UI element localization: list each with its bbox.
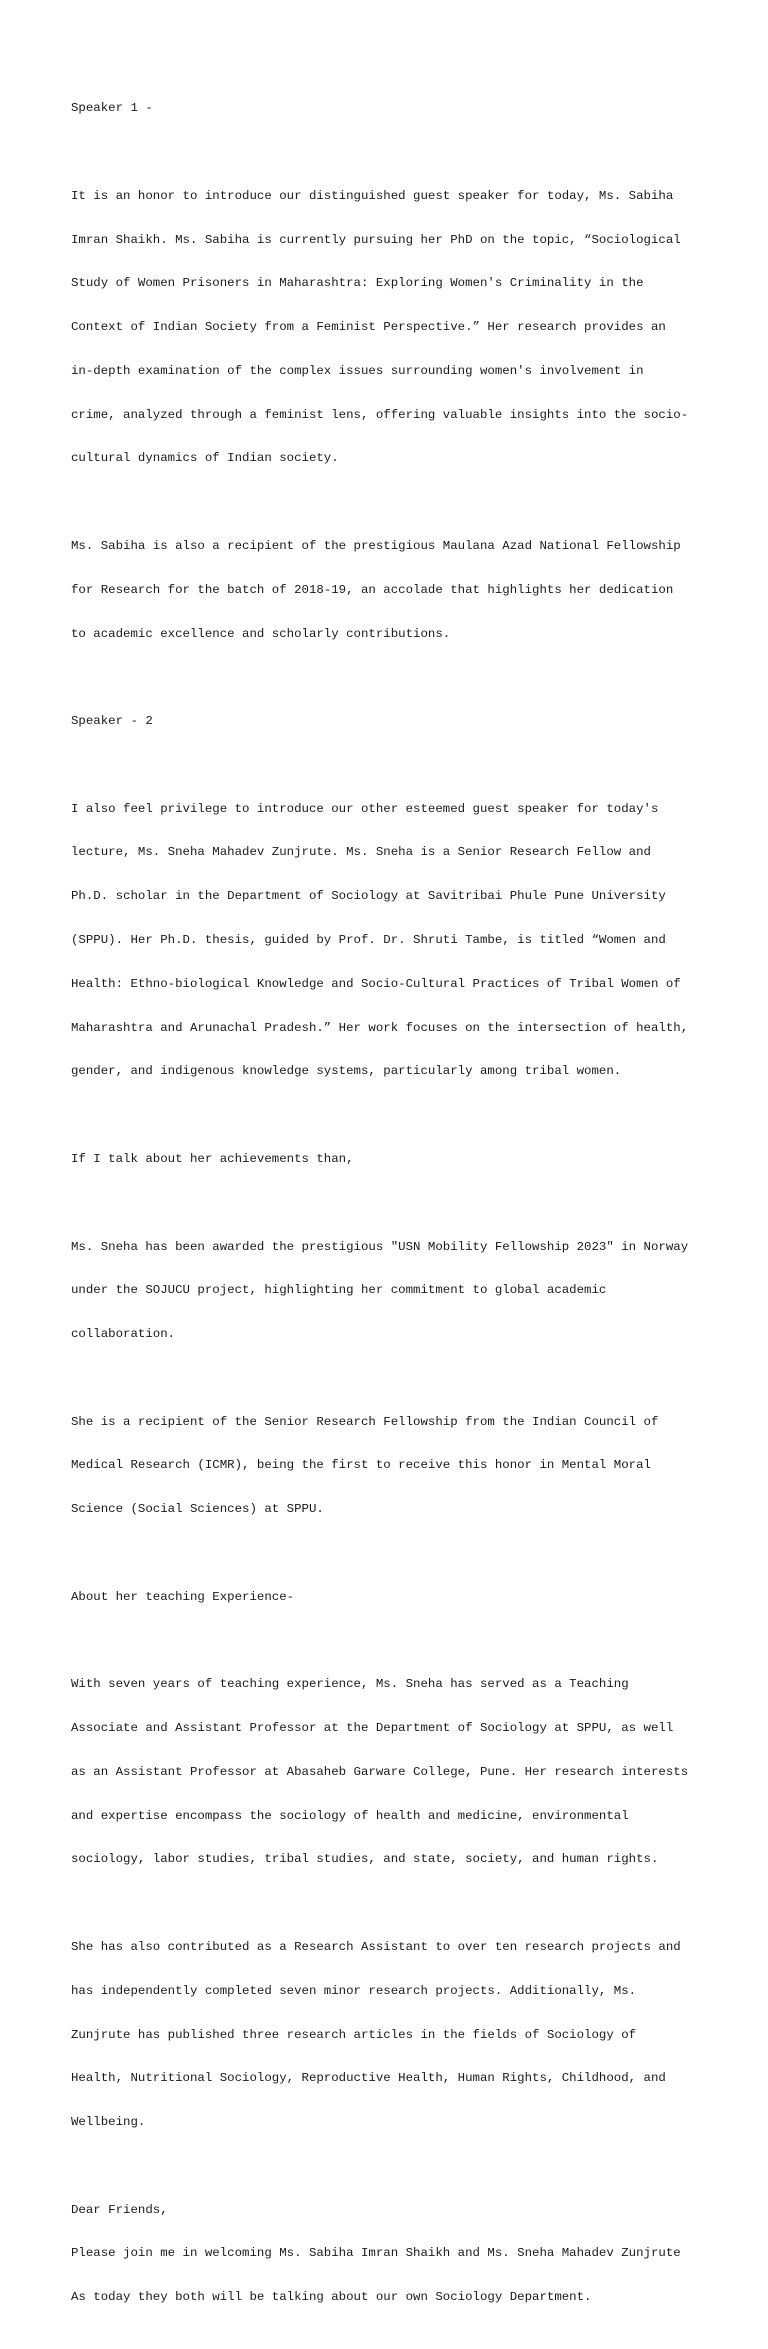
teaching-heading: About her teaching Experience- [71, 1589, 295, 1604]
speaker2-heading: Speaker - 2 [71, 714, 153, 729]
research-paragraph: She has also contributed as a Research Assistant to over ten research projects and has independently completed seven minor research projects. Additionally, Ms. Zunjrute has published three research articles in the fields of Sociology of Health, Nutritional Sociology, Reproductive Health, Human Rights, Childhood, and Wellbeing. [71, 1940, 681, 2130]
document-page [71, 72, 711, 2349]
speaker1-fellowship-paragraph: Ms. Sabiha is also a recipient of the prestigious Maulana Azad National Fellowship for Research for the batch of 2018-19, an accolade that highlights her dedication to academic excellence and scholarly contributions. [71, 539, 681, 641]
achievements-lead: If I talk about her achievements than, [71, 1151, 354, 1166]
closing-paragraph: Dear Friends, Please join me in welcoming Ms. Sabiha Imran Shaikh and Ms. Sneha Mahadev Zunjrute As today they both will be talking about our own Sociology Department. [71, 2202, 681, 2305]
speaker1-heading: Speaker 1 - [71, 101, 153, 116]
achievement-usn-paragraph: Ms. Sneha has been awarded the prestigious "USN Mobility Fellowship 2023" in Norway under the SOJUCU project, highlighting her commitment to global academic collaboration. [71, 1239, 689, 1342]
teaching-paragraph: With seven years of teaching experience, Ms. Sneha has served as a Teaching Associate and Assistant Professor at the Department of Sociology at SPPU, as well as an Assistant Professor at Abasaheb Garware College, Pune. Her research interests and expertise encompass the sociology of health and medicine, environmental sociology, labor studies, tribal studies, and state, society, and human rights. [71, 1677, 689, 1867]
speaker1-intro-paragraph: It is an honor to introduce our distinguished guest speaker for today, Ms. Sabiha Imran Shaikh. Ms. Sabiha is currently pursuing her PhD on the topic, “Sociological Study of Women Prisoners in Maharashtra: Exploring Women's Criminality in the Context of Indian Society from a Feminist Perspective.” Her research provides an in-depth examination of the complex issues surrounding women's involvement in crime, analyzed through a feminist lens, offering valuable insights into the socio- cultural dynamics of Indian society. [71, 188, 689, 466]
speaker2-intro-paragraph: I also feel privilege to introduce our other esteemed guest speaker for today's lecture, Ms. Sneha Mahadev Zunjrute. Ms. Sneha is a Senior Research Fellow and Ph.D. scholar in the Department of Sociology at Savitribai Phule Pune University (SPPU). Her Ph.D. thesis, guided by Prof. Dr. Shruti Tambe, is titled “Women and Health: Ethno-biological Knowledge and Socio-Cultural Practices of Tribal Women of Maharashtra and Arunachal Pradesh.” Her work focuses on the intersection of health, gender, and indigenous knowledge systems, particularly among tribal women. [71, 801, 689, 1079]
achievement-icmr-paragraph: She is a recipient of the Senior Research Fellowship from the Indian Council of Medical Research (ICMR), being the first to receive this honor in Mental Moral Science (Social Sciences) at SPPU. [71, 1414, 659, 1517]
